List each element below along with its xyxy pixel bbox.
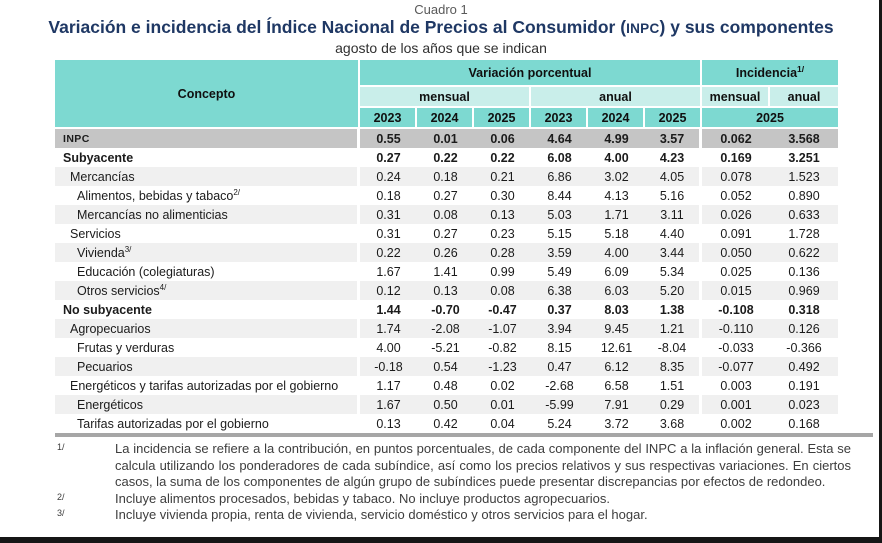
value-cell: 12.61 [588, 338, 645, 357]
header-inc-year: 2025 [702, 108, 838, 129]
header-incidencia-label: Incidencia [735, 65, 798, 80]
value-cell: 0.31 [360, 224, 417, 243]
value-cell: -0.077 [702, 357, 770, 376]
page-subtitle: agosto de los años que se indican [335, 40, 547, 56]
value-cell: 0.22 [360, 243, 417, 262]
value-cell: -2.08 [417, 319, 474, 338]
table-row [55, 357, 838, 376]
table-bottom-rule [55, 433, 873, 437]
table-row [55, 205, 838, 224]
value-cell: -0.366 [770, 338, 838, 357]
value-cell: 1.41 [417, 262, 474, 281]
value-cell: 0.42 [417, 414, 474, 433]
value-cell: 8.03 [588, 300, 645, 319]
footnote-marker: 2/ [57, 491, 65, 502]
value-cell: 3.11 [645, 205, 702, 224]
footnote-ref-3: 3/ [124, 244, 132, 254]
footnote-ref-1: 1/ [797, 63, 805, 74]
row-label: No subyacente [55, 300, 360, 319]
value-cell: 0.13 [417, 281, 474, 300]
footnote-marker: 3/ [57, 508, 65, 518]
value-cell: 0.55 [360, 129, 417, 148]
row-label: Tarifas autorizadas por el gobierno [55, 414, 360, 433]
value-cell: 0.168 [770, 414, 838, 433]
value-cell: 0.27 [360, 148, 417, 167]
header-var-anual: anual [531, 87, 702, 108]
value-cell: 6.09 [588, 262, 645, 281]
value-cell: 3.44 [645, 243, 702, 262]
header-concepto: Concepto [55, 60, 360, 129]
value-cell: 0.50 [417, 395, 474, 414]
header-inc-anual: anual [770, 87, 838, 108]
value-cell: 0.13 [474, 205, 531, 224]
header-variacion-label: Variación porcentual [468, 65, 592, 80]
table-row [55, 243, 838, 262]
value-cell: 0.06 [474, 129, 531, 148]
header-inc-mensual: mensual [702, 87, 770, 108]
inpc-table [55, 60, 838, 433]
value-cell: 4.00 [588, 243, 645, 262]
header-year-mensual-2025: 2025 [474, 108, 531, 129]
value-cell: 0.99 [474, 262, 531, 281]
value-cell: 1.71 [588, 205, 645, 224]
value-cell: 0.26 [417, 243, 474, 262]
value-cell: 0.23 [474, 224, 531, 243]
value-cell: 4.40 [645, 224, 702, 243]
value-cell: 6.12 [588, 357, 645, 376]
value-cell: 5.49 [531, 262, 588, 281]
value-cell: 8.15 [531, 338, 588, 357]
table-row [55, 281, 838, 300]
page-title [0, 17, 882, 39]
value-cell: 5.24 [531, 414, 588, 433]
value-cell: -0.82 [474, 338, 531, 357]
value-cell: 0.003 [702, 376, 770, 395]
value-cell: -0.18 [360, 357, 417, 376]
table-header [55, 60, 838, 129]
row-label: Educación (colegiaturas) [55, 262, 360, 281]
row-label: Servicios [55, 224, 360, 243]
value-cell: 3.251 [770, 148, 838, 167]
value-cell: 4.64 [531, 129, 588, 148]
value-cell: 5.16 [645, 186, 702, 205]
value-cell: 0.318 [770, 300, 838, 319]
value-cell: 0.21 [474, 167, 531, 186]
value-cell: 0.622 [770, 243, 838, 262]
value-cell: -0.110 [702, 319, 770, 338]
title-acronym-inpc: INPC [626, 21, 660, 36]
value-cell: 1.51 [645, 376, 702, 395]
value-cell: 0.02 [474, 376, 531, 395]
value-cell: 0.052 [702, 186, 770, 205]
value-cell: 0.001 [702, 395, 770, 414]
table-row [55, 262, 838, 281]
table-row [55, 224, 838, 243]
value-cell: -0.70 [417, 300, 474, 319]
value-cell: 1.728 [770, 224, 838, 243]
value-cell: 3.72 [588, 414, 645, 433]
row-label: Pecuarios [55, 357, 360, 376]
value-cell: 0.025 [702, 262, 770, 281]
value-cell: 0.29 [645, 395, 702, 414]
table-row [55, 338, 838, 357]
table-row [55, 395, 838, 414]
value-cell: 4.05 [645, 167, 702, 186]
value-cell: 6.03 [588, 281, 645, 300]
header-incidencia [702, 60, 838, 87]
window-border-bottom [0, 537, 882, 543]
value-cell: 0.023 [770, 395, 838, 414]
value-cell: 0.22 [474, 148, 531, 167]
row-label: INPC [55, 129, 360, 148]
value-cell: 5.34 [645, 262, 702, 281]
value-cell: 0.31 [360, 205, 417, 224]
value-cell: 6.58 [588, 376, 645, 395]
value-cell: -5.21 [417, 338, 474, 357]
title-text-pre: Variación e incidencia del Índice Nacional de Precios al Consumidor ( [48, 17, 627, 37]
value-cell: -5.99 [531, 395, 588, 414]
footnote [57, 491, 857, 508]
value-cell: 0.078 [702, 167, 770, 186]
value-cell: 0.37 [531, 300, 588, 319]
value-cell: 0.002 [702, 414, 770, 433]
row-label: Energéticos y tarifas autorizadas por el gobierno [55, 376, 360, 395]
footnote-text: La incidencia se refiere a la contribución, en puntos porcentuales, de cada componente del INPC a la inflación general. Esta se calcula utilizando los ponderadores de cada subíndice, así como los precios relativos y sus respectivas variaciones. En ciertos casos, la suma de los componentes de algún grupo de subíndices puede presentar discrepancias por efectos de redondeo. [115, 441, 851, 489]
title-text-post: ) y sus componentes [659, 17, 834, 37]
value-cell: -8.04 [645, 338, 702, 357]
value-cell: 0.48 [417, 376, 474, 395]
footnote [57, 441, 857, 491]
value-cell: 1.38 [645, 300, 702, 319]
value-cell: 1.67 [360, 262, 417, 281]
value-cell: 0.04 [474, 414, 531, 433]
value-cell: 4.23 [645, 148, 702, 167]
value-cell: 0.13 [360, 414, 417, 433]
footnote-marker: 1/ [57, 442, 65, 452]
value-cell: 1.74 [360, 319, 417, 338]
value-cell: 0.126 [770, 319, 838, 338]
value-cell: 0.12 [360, 281, 417, 300]
value-cell: 1.523 [770, 167, 838, 186]
value-cell: 4.00 [588, 148, 645, 167]
value-cell: -0.033 [702, 338, 770, 357]
value-cell: 1.21 [645, 319, 702, 338]
value-cell: 0.136 [770, 262, 838, 281]
footnote-text: Incluye vivienda propia, renta de vivienda, servicio doméstico y otros servicios para el hogar. [115, 507, 648, 522]
value-cell: 0.27 [417, 224, 474, 243]
footnote [57, 507, 857, 524]
table-row [55, 319, 838, 338]
value-cell: 0.191 [770, 376, 838, 395]
inpc-table-body [55, 129, 838, 433]
value-cell: 0.890 [770, 186, 838, 205]
table-row [55, 148, 838, 167]
value-cell: 4.00 [360, 338, 417, 357]
value-cell: 0.28 [474, 243, 531, 262]
value-cell: 0.169 [702, 148, 770, 167]
value-cell: 8.44 [531, 186, 588, 205]
header-year-anual-2025: 2025 [645, 108, 702, 129]
value-cell: 0.01 [474, 395, 531, 414]
row-label: Mercancías no alimenticias [55, 205, 360, 224]
value-cell: 0.01 [417, 129, 474, 148]
value-cell: 0.08 [474, 281, 531, 300]
value-cell: 0.050 [702, 243, 770, 262]
value-cell: 0.30 [474, 186, 531, 205]
table-row [55, 129, 838, 148]
header-year-mensual-2024: 2024 [417, 108, 474, 129]
row-label: Energéticos [55, 395, 360, 414]
header-row-groups [55, 60, 838, 87]
value-cell: 0.08 [417, 205, 474, 224]
value-cell: 4.99 [588, 129, 645, 148]
header-year-anual-2024: 2024 [588, 108, 645, 129]
value-cell: 5.20 [645, 281, 702, 300]
value-cell: 3.68 [645, 414, 702, 433]
footnote-ref-2: 2/ [233, 187, 241, 197]
value-cell: 0.633 [770, 205, 838, 224]
value-cell: 0.026 [702, 205, 770, 224]
row-label: Alimentos, bebidas y tabaco$^{2/}$ [55, 186, 360, 205]
value-cell: 0.27 [417, 186, 474, 205]
value-cell: -1.23 [474, 357, 531, 376]
row-label: Vivienda$^{3/}$ [55, 243, 360, 262]
value-cell: 1.67 [360, 395, 417, 414]
table-row [55, 300, 838, 319]
value-cell: 5.15 [531, 224, 588, 243]
value-cell: 3.568 [770, 129, 838, 148]
header-year-anual-2023: 2023 [531, 108, 588, 129]
value-cell: -0.47 [474, 300, 531, 319]
value-cell: 6.38 [531, 281, 588, 300]
footnote-ref-4: 4/ [159, 282, 167, 292]
value-cell: -0.108 [702, 300, 770, 319]
value-cell: 6.08 [531, 148, 588, 167]
row-label: Frutas y verduras [55, 338, 360, 357]
footnote-text: Incluye alimentos procesados, bebidas y tabaco. No incluye productos agropecuarios. [115, 490, 611, 506]
value-cell: 1.17 [360, 376, 417, 395]
value-cell: -2.68 [531, 376, 588, 395]
value-cell: 8.35 [645, 357, 702, 376]
value-cell: 9.45 [588, 319, 645, 338]
value-cell: 0.492 [770, 357, 838, 376]
header-variacion-porcentual [360, 60, 702, 87]
row-label: Otros servicios$^{4/}$ [55, 281, 360, 300]
value-cell: -1.07 [474, 319, 531, 338]
value-cell: 0.062 [702, 129, 770, 148]
value-cell: 6.86 [531, 167, 588, 186]
value-cell: 3.02 [588, 167, 645, 186]
footnotes-section [57, 441, 857, 524]
value-cell: 0.47 [531, 357, 588, 376]
header-var-mensual: mensual [360, 87, 531, 108]
value-cell: 5.03 [531, 205, 588, 224]
row-label: Agropecuarios [55, 319, 360, 338]
row-label: Mercancías [55, 167, 360, 186]
header-year-mensual-2023: 2023 [360, 108, 417, 129]
value-cell: 0.091 [702, 224, 770, 243]
table-row [55, 414, 838, 433]
table-row [55, 186, 838, 205]
value-cell: 0.969 [770, 281, 838, 300]
value-cell: 0.54 [417, 357, 474, 376]
table-row [55, 167, 838, 186]
value-cell: 4.13 [588, 186, 645, 205]
value-cell: 3.94 [531, 319, 588, 338]
value-cell: 0.18 [360, 186, 417, 205]
value-cell: 3.57 [645, 129, 702, 148]
value-cell: 0.015 [702, 281, 770, 300]
value-cell: 3.59 [531, 243, 588, 262]
value-cell: 7.91 [588, 395, 645, 414]
value-cell: 0.18 [417, 167, 474, 186]
value-cell: 1.44 [360, 300, 417, 319]
table-row [55, 376, 838, 395]
value-cell: 5.18 [588, 224, 645, 243]
row-label: Subyacente [55, 148, 360, 167]
table-number: Cuadro 1 [414, 2, 468, 17]
value-cell: 0.22 [417, 148, 474, 167]
value-cell: 0.24 [360, 167, 417, 186]
